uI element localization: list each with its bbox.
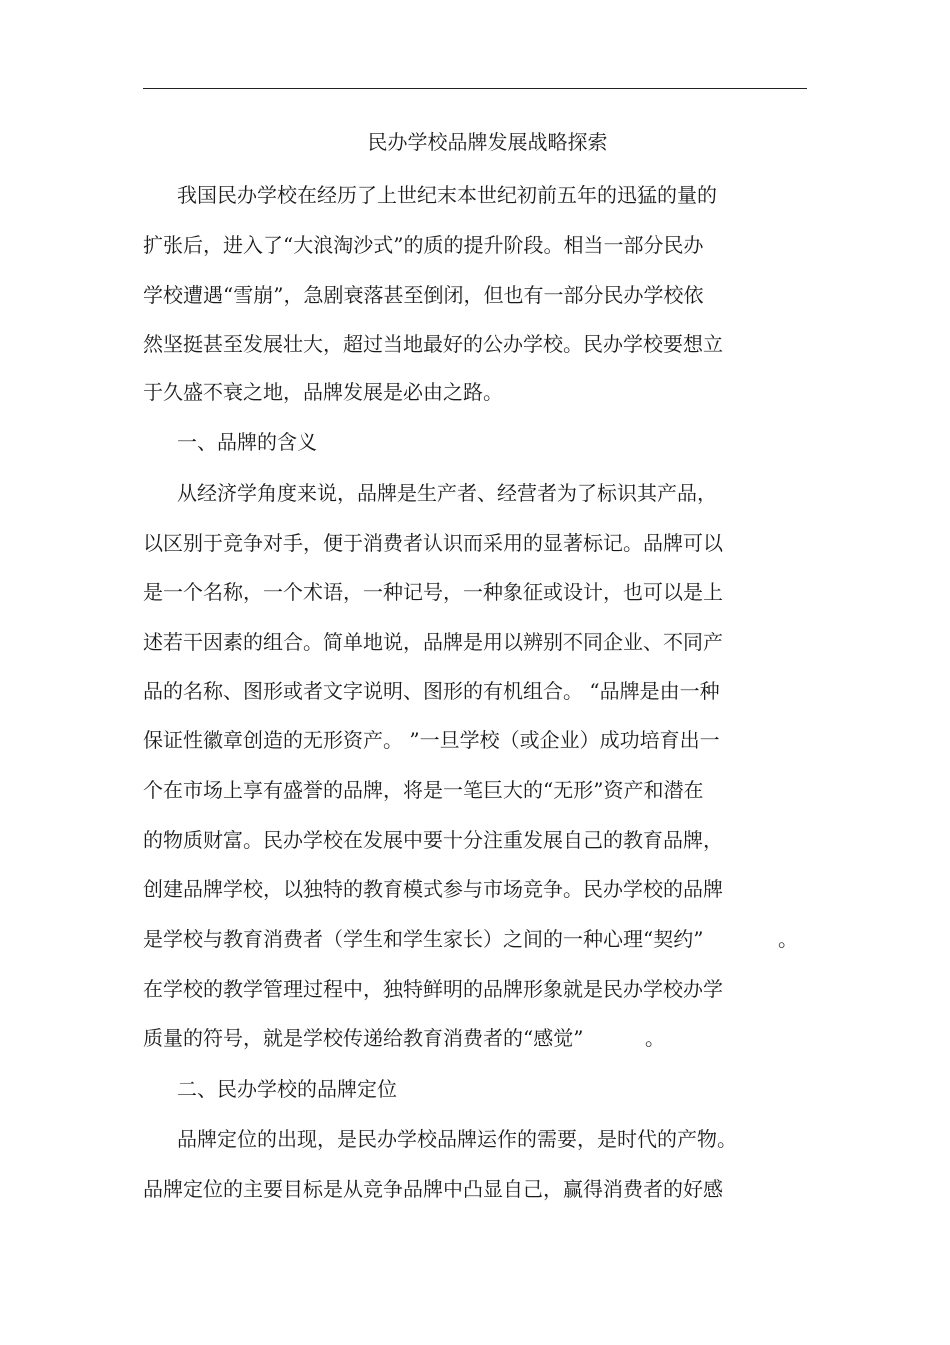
paragraph-line: 然坚挺甚至发展壮大，超过当地最好的公办学校。民办学校要想立 <box>143 332 723 356</box>
paragraph-line: 保证性徽章创造的无形资产。 ”一旦学校（或企业）成功培育出一 <box>143 728 720 752</box>
paragraph-line: 的物质财富。民办学校在发展中要十分注重发展自己的教育品牌， <box>143 828 723 852</box>
paragraph-line: 是一个名称，一个术语，一种记号，一种象征或设计，也可以是上 <box>143 580 723 604</box>
paragraph-line: 品牌定位的主要目标是从竞争品牌中凸显自己，赢得消费者的好感 <box>143 1177 723 1201</box>
header-rule <box>143 88 807 89</box>
trailing-punctuation: 。 <box>645 1026 665 1050</box>
paragraph-line: 是学校与教育消费者（学生和学生家长）之间的一种心理“契约” <box>143 927 704 951</box>
section-heading: 一、品牌的含义 <box>177 430 317 454</box>
section-heading: 二、民办学校的品牌定位 <box>177 1077 397 1101</box>
paragraph-line: 我国民办学校在经历了上世纪末本世纪初前五年的迅猛的量的 <box>177 183 717 207</box>
paragraph-line: 于久盛不衰之地，品牌发展是必由之路。 <box>143 380 503 404</box>
paragraph-line: 扩张后，进入了“大浪淘沙式”的质的提升阶段。相当一部分民办 <box>143 233 704 257</box>
page-title: 民办学校品牌发展战略探索 <box>367 130 608 154</box>
paragraph-line: 在学校的教学管理过程中，独特鲜明的品牌形象就是民办学校办学 <box>143 977 723 1001</box>
paragraph-line: 以区别于竞争对手，便于消费者认识而采用的显著标记。品牌可以 <box>143 531 723 555</box>
paragraph-line: 述若干因素的组合。简单地说，品牌是用以辨别不同企业、不同产 <box>143 630 723 654</box>
paragraph-line: 创建品牌学校，以独特的教育模式参与市场竞争。民办学校的品牌 <box>143 877 723 901</box>
paragraph-line: 品的名称、图形或者文字说明、图形的有机组合。 “品牌是由一种 <box>143 679 720 703</box>
paragraph-line: 质量的符号，就是学校传递给教育消费者的“感觉” <box>143 1026 584 1050</box>
paragraph-line: 从经济学角度来说，品牌是生产者、经营者为了标识其产品， <box>177 481 717 505</box>
paragraph-line: 品牌定位的出现，是民办学校品牌运作的需要，是时代的产物。 <box>177 1127 737 1151</box>
paragraph-line: 学校遭遇“雪崩”，急剧衰落甚至倒闭，但也有一部分民办学校依 <box>143 283 704 307</box>
trailing-punctuation: 。 <box>778 927 798 951</box>
paragraph-line: 个在市场上享有盛誉的品牌，将是一笔巨大的“无形”资产和潜在 <box>143 778 704 802</box>
